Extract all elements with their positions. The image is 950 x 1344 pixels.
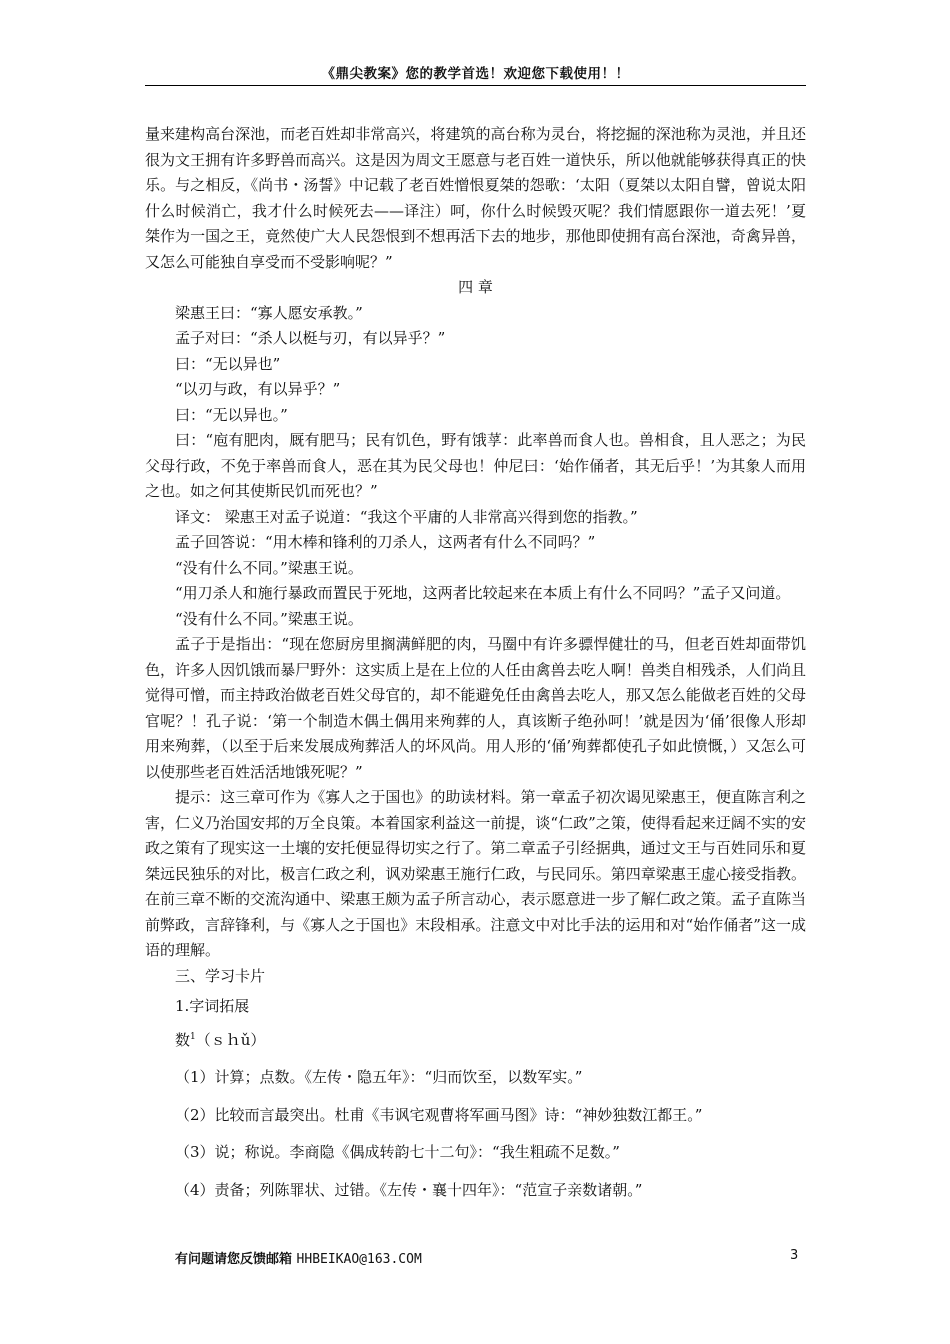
chapter-title: 四 章	[458, 278, 493, 296]
text-line-4: “以刃与政，有以异乎？”	[175, 380, 341, 398]
translation-line-6: 孟子于是指出：“现在您厨房里搁满鲜肥的肉，马圈中有许多骠悍健壮的马，但老百姓却面带饥色，许多人因饥饿而暴尸野外：这实质上是在上位的人任由禽兽去吃人啊！兽类自相残杀，人们尚且觉得可憎，而主持政治做老百姓父母官的，却不能避免任由禽兽去吃人，那又怎么能做老百姓的父母官呢？！孔子说：‘第一个制造木偶土偶用来殉葬的人，真该断子绝孙呵！’就是因为‘俑’很像人形却用来殉葬，（以至于后来发展成殉葬活人的坏风尚。用人形的‘俑’殉葬都使孔子如此愤慨，）又怎么可以使那些老百姓活活地饿死呢？”	[145, 635, 806, 781]
definition-2: （2）比较而言最突出。杜甫《韦讽宅观曹将军画马图》诗：“神妙独数江都王。”	[175, 1105, 703, 1124]
text-line-6: 曰：“庖有肥肉，厩有肥马；民有饥色，野有饿莩：此率兽而食人也。兽相食，且人恶之；为民父母行政，不免于率兽而食人，恶在其为民父母也！仲尼曰：‘始作俑者，其无后乎！’为其象人而用之也。如之何其使斯民饥而死也？”	[145, 431, 806, 500]
translation-line-1: 译文： 梁惠王对孟子说道：“我这个平庸的人非常高兴得到您的指教。”	[175, 507, 638, 526]
subsection-title: 1.字词拓展	[175, 997, 250, 1015]
footer-label: 有问题请您反馈邮箱	[175, 1252, 293, 1267]
definition-1: （1）计算；点数。《左传・隐五年》：“归而饮至，以数军实。”	[175, 1068, 583, 1086]
word-entry-char: 数	[175, 1030, 191, 1049]
document-body	[145, 122, 806, 1203]
tips-paragraph: 提示：这三章可作为《寡人之于国也》的助读材料。第一章孟子初次谒见梁惠王，便直陈言利之害，仁义乃治国安邦的万全良策。本着国家利益这一前提，谈“仁政”之策，使得看起来迂阔不实的安政之策有了现实这一土壤的安托便显得切实之行了。第二章孟子引经据典，通过文王与百姓同乐和夏桀远民独乐的对比，极言仁政之利，讽劝梁惠王施行仁政，与民同乐。第四章梁惠王虚心接受指教。在前三章不断的交流沟通中、梁惠王颇为孟子所言动心，表示愿意进一步了解仁政之策。孟子直陈当前弊政，言辞锋利，与《寡人之于国也》末段相承。注意文中对比手法的运用和对“始作俑者”这一成语的理解。	[145, 788, 806, 959]
page-footer	[175, 1248, 422, 1267]
page-header: 《鼎尖教案》您的教学首选！欢迎您下载使用！！	[321, 66, 630, 82]
page-number: 3	[790, 1248, 799, 1263]
footer-email: HHBEIKAO@163.COM	[296, 1252, 422, 1267]
translation-line-5: “没有什么不同。”梁惠王说。	[175, 609, 363, 628]
header-divider	[145, 85, 806, 86]
text-line-1: 梁惠王曰：“寡人愿安承教。”	[175, 303, 363, 322]
text-line-3: 曰：“无以异也”	[175, 354, 281, 373]
word-entry-sup: 1	[190, 1031, 196, 1042]
section-title: 三、学习卡片	[175, 966, 266, 985]
definition-4: （4）责备；列陈罪状、过错。《左传・襄十四年》：“范宣子亲数诸朝。”	[175, 1180, 643, 1199]
intro-paragraph: 量来建构高台深池，而老百姓却非常高兴，将建筑的高台称为灵台，将挖掘的深池称为灵池，并且还很为文王拥有许多野兽而高兴。这是因为周文王愿意与老百姓一道快乐，所以他就能够获得真正的快乐。与之相反，《尚书・汤誓》中记载了老百姓憎恨夏桀的怨歌：‘太阳（夏桀以太阳自譬，曾说太阳什么时候消亡，我才什么时候死去——译注）呵，你什么时候毁灭呢？我们情愿跟你一道去死！’夏桀作为一国之王，竟然使广大人民怨恨到不想再活下去的地步，那他即使拥有高台深池，奇禽异兽，又怎么可能独自享受而不受影响呢？”	[145, 125, 806, 271]
translation-line-3: “没有什么不同。”梁惠王说。	[175, 558, 363, 577]
definition-3: （3）说；称说。李商隐《偶成转韵七十二句》：“我生粗疏不足数。”	[175, 1143, 620, 1161]
text-line-2: 孟子对曰：“杀人以梃与刃，有以异乎？”	[175, 329, 446, 347]
word-entry	[145, 1028, 806, 1054]
translation-line-2: 孟子回答说：“用木棒和锋利的刀杀人，这两者有什么不同吗？”	[175, 533, 596, 551]
text-line-5: 曰：“无以异也。”	[175, 405, 288, 424]
word-entry-pinyin: （ｓｈǔ）	[195, 1030, 266, 1049]
translation-line-4: “用刀杀人和施行暴政而置民于死地，这两者比较起来在本质上有什么不同吗？”孟子又问道。	[175, 584, 791, 602]
